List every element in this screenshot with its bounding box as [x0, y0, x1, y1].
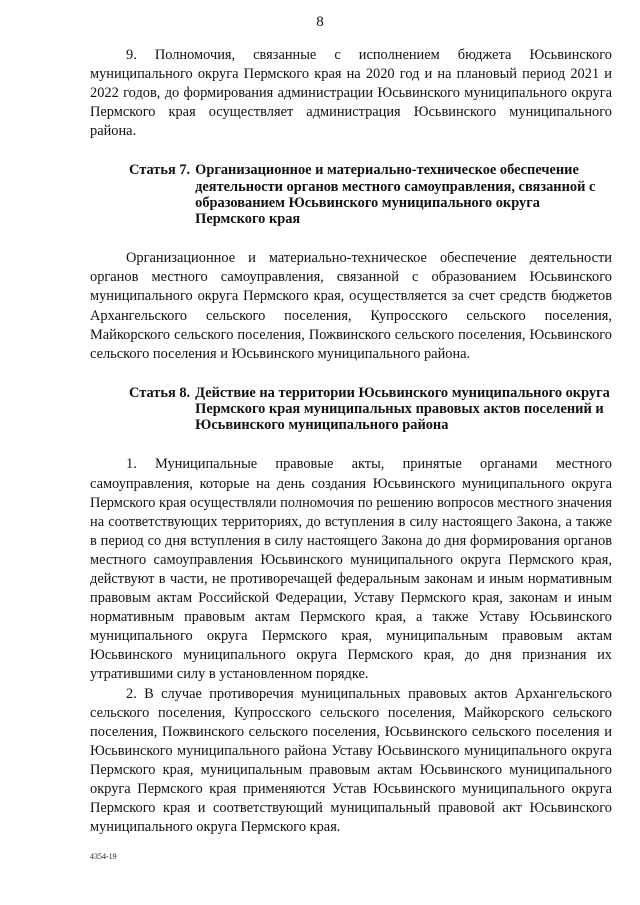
article-7-title: Организационное и материально-техническое обеспечение деятельности органов местного самоуправления, связанной с образованием Юсьвинского муниципального округа Пермского края	[195, 162, 596, 228]
document-code: 4354-19	[90, 852, 117, 861]
article-8-paragraph-1: 1. Муниципальные правовые акты, принятые органами местного самоуправления, которые на день создания Юсьвинского муниципального округа Пермского края осуществляли полномочия по решению вопросов местного значения на соответствующих территориях, до вступления в силу настоящего Закона, а также в период со дня вступления в силу настоящего Закона до дня формирования органов местного самоуправления Юсьвинского муниципального округа Пермского края, действуют в части, не противоречащей федеральным законам и иным нормативным правовым актам Российской Федерации, Уставу Пермского края, законам и иным нормативным правовым актам Пермского края, а также Уставу Юсьвинского муниципального округа Пермского края, муниципальным правовым актам Юсьвинского муниципального округа Пермского края, до дня признания их утратившими силу в установленном порядке.	[90, 456, 612, 683]
document-body	[90, 46, 612, 837]
article-7-heading	[90, 162, 612, 227]
article-7-number: Статья 7.	[129, 162, 191, 179]
paragraph-9: 9. Полномочия, связанные с исполнением бюджета Юсьвинского муниципального округа Пермского края на 2020 год и на плановый период 2021 и 2022 годов, до формирования администрации Юсьвинского муниципального округа Пермского края осуществляет администрация Юсьвинского муниципального района.	[90, 47, 612, 140]
article-8-heading	[90, 385, 612, 434]
article-8-paragraph-2: 2. В случае противоречия муниципальных правовых актов Архангельского сельского поселения, Купросского сельского поселения, Майкорского сельского поселения, Пожвинского сельского поселения, Юсьвинского сельского поселения и Юсьвинского муниципального района Уставу Юсьвинского муниципального округа Пермского края, муниципальным правовым актам Юсьвинского муниципального округа Пермского края применяются Устав Юсьвинского муниципального округа Пермского края и соответствующий муниципальный правовой акт Юсьвинского муниципального округа Пермского края.	[90, 685, 612, 836]
page-number: 8	[316, 14, 324, 30]
article-8-title: Действие на территории Юсьвинского муниципального округа Пермского края муниципальных правовых актов поселений и Юсьвинского муниципального района	[195, 384, 610, 434]
article-7-body: Организационное и материально-техническое обеспечение деятельности органов местного самоуправления, связанной с образованием Юсьвинского муниципального округа Пермского края, осуществляется за счет средств бюджетов Архангельского сельского поселения, Купросского сельского поселения, Майкорского сельского поселения, Пожвинского сельского поселения, Юсьвинского сельского поселения и Юсьвинского муниципального района.	[90, 250, 612, 362]
article-8-number: Статья 8.	[129, 384, 191, 401]
